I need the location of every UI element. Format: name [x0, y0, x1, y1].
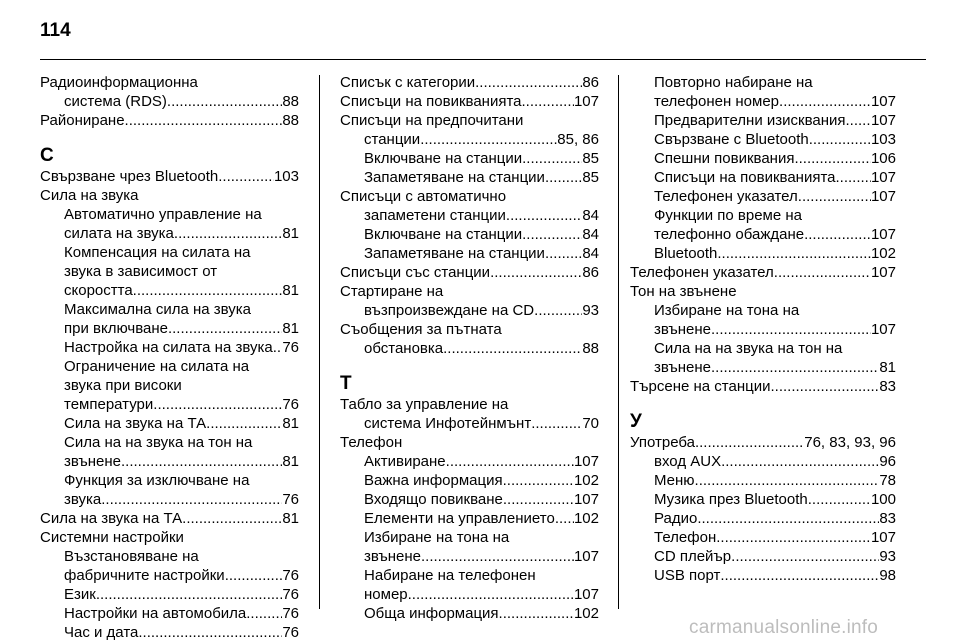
index-subentry — [40, 414, 299, 433]
page-reference: 107 — [573, 548, 599, 565]
page-reference: 81 — [282, 320, 299, 337]
index-subentry — [340, 149, 599, 168]
dot-leader — [138, 623, 282, 642]
watermark: carmanualsonline.info — [689, 617, 879, 638]
index-subentry — [630, 149, 896, 168]
page-reference: 85, 86 — [557, 131, 599, 148]
index-column-1 — [40, 73, 299, 642]
index-subentry: Повторно набиране на — [654, 74, 813, 91]
index-subentry — [340, 225, 599, 244]
index-subentry: Сила на на звука на тон на — [654, 340, 843, 357]
dot-leader — [167, 92, 282, 111]
page-reference: 107 — [573, 491, 599, 508]
dot-leader — [153, 395, 282, 414]
index-subentry — [340, 471, 599, 490]
dot-leader — [836, 168, 871, 187]
entry-label: скоростта — [64, 282, 133, 299]
entry-label: обстановка — [364, 340, 444, 357]
page-reference: 76 — [282, 567, 299, 584]
index-subentry — [40, 566, 299, 585]
page-reference: 88 — [582, 340, 599, 357]
dot-leader — [717, 244, 871, 263]
entry-label: Настройка на силата на звука — [64, 339, 273, 356]
section-letter: С — [40, 145, 54, 166]
page-reference: 107 — [573, 93, 599, 110]
entry-label: Свързване чрез Bluetooth — [40, 168, 219, 185]
page-reference: 83 — [879, 510, 896, 527]
entry-label: Входящо повикване — [364, 491, 503, 508]
entry-label: фабричните настройки — [64, 567, 225, 584]
entry-label: звука — [64, 491, 102, 508]
page-reference: 106 — [870, 150, 896, 167]
page-reference: 81 — [282, 510, 299, 527]
dot-leader — [443, 339, 582, 358]
dot-leader — [246, 604, 282, 623]
page-reference: 102 — [870, 245, 896, 262]
index-subentry: звука в зависимост от — [64, 263, 218, 280]
entry-label: Език — [64, 586, 96, 603]
entry-label: звънене — [64, 453, 121, 470]
dot-leader — [506, 206, 582, 225]
entry-label: Райониране — [40, 112, 125, 129]
page-reference: 96 — [879, 453, 896, 470]
index-subentry — [630, 92, 896, 111]
dot-leader — [218, 167, 274, 186]
page-reference: 102 — [573, 510, 599, 527]
index-subentry — [40, 452, 299, 471]
index-subentry: звука при високи — [64, 377, 182, 394]
index-subentry — [630, 111, 896, 130]
index-subentry — [340, 130, 599, 149]
entry-label: температури — [64, 396, 154, 413]
index-subentry — [630, 358, 896, 377]
dot-leader — [446, 452, 574, 471]
index-subentry: Набиране на телефонен — [364, 567, 536, 584]
index-entry — [630, 377, 896, 396]
dot-leader — [774, 263, 871, 282]
dot-leader — [225, 566, 283, 585]
index-subentry: Сила на на звука на тон на — [64, 434, 253, 451]
index-subentry — [40, 623, 299, 642]
index-subentry — [630, 509, 896, 528]
page-reference: 84 — [582, 207, 599, 224]
entry-label: вход AUX — [654, 453, 722, 470]
index-subentry — [40, 224, 299, 243]
entry-label: телефонно обаждане — [654, 226, 805, 243]
index-subentry — [40, 338, 299, 357]
index-subentry — [340, 206, 599, 225]
index-subentry — [340, 490, 599, 509]
index-entry: Системни настройки — [40, 529, 184, 546]
index-entry: Тон на звънене — [630, 283, 737, 300]
header-rule — [40, 59, 926, 60]
dot-leader — [522, 92, 574, 111]
dot-leader — [711, 358, 879, 377]
index-subentry — [630, 168, 896, 187]
index-subentry — [40, 319, 299, 338]
entry-label: запаметени станции — [364, 207, 506, 224]
index-subentry — [630, 528, 896, 547]
entry-label: Настройки на автомобила — [64, 605, 247, 622]
dot-leader — [174, 224, 282, 243]
entry-label: звънене — [364, 548, 421, 565]
entry-label: Сила на звука на ТА — [64, 415, 207, 432]
index-subentry — [630, 244, 896, 263]
entry-label: Активиране — [364, 453, 446, 470]
entry-label: възпроизвеждане на CD — [364, 302, 535, 319]
index-entry — [40, 167, 299, 186]
page-reference: 107 — [870, 226, 896, 243]
index-subentry — [340, 244, 599, 263]
index-subentry — [340, 414, 599, 433]
page-reference: 107 — [870, 93, 896, 110]
dot-leader — [731, 547, 879, 566]
index-subentry — [630, 490, 896, 509]
dot-leader — [121, 452, 282, 471]
index-subentry — [630, 130, 896, 149]
dot-leader — [545, 168, 582, 187]
dot-leader — [808, 490, 871, 509]
index-entry — [630, 263, 896, 282]
dot-leader — [846, 111, 871, 130]
entry-label: номер — [364, 586, 408, 603]
page-reference: 103 — [273, 168, 299, 185]
entry-label: Търсене на станции — [630, 378, 771, 395]
page-reference: 76 — [282, 605, 299, 622]
dot-leader — [804, 225, 871, 244]
page-reference: 70 — [582, 415, 599, 432]
dot-leader — [721, 452, 879, 471]
page-reference: 103 — [870, 131, 896, 148]
column-divider — [618, 75, 619, 609]
entry-label: Радио — [654, 510, 698, 527]
entry-label: Обща информация — [364, 605, 499, 622]
entry-label: звънене — [654, 321, 711, 338]
index-entry — [630, 433, 896, 452]
page-reference: 78 — [879, 472, 896, 489]
index-subentry: Автоматично управление на — [64, 206, 262, 223]
page-reference: 107 — [573, 586, 599, 603]
dot-leader — [490, 263, 582, 282]
dot-leader — [779, 92, 871, 111]
entry-label: телефонен номер — [654, 93, 780, 110]
index-subentry: Функции по време на — [654, 207, 803, 224]
page-reference: 86 — [582, 264, 599, 281]
page-reference: 86 — [582, 74, 599, 91]
entry-label: Важна информация — [364, 472, 503, 489]
entry-label: USB порт — [654, 567, 721, 584]
index-subentry — [40, 395, 299, 414]
index-subentry — [40, 92, 299, 111]
dot-leader — [555, 509, 574, 528]
index-subentry — [40, 585, 299, 604]
dot-leader — [168, 319, 282, 338]
index-entry: Списъци на предпочитани — [340, 112, 524, 129]
index-entry — [40, 111, 299, 130]
page-reference: 76 — [282, 339, 299, 356]
entry-label: Употреба — [630, 434, 695, 451]
dot-leader — [408, 585, 574, 604]
dot-leader — [503, 490, 574, 509]
page-reference: 76 — [282, 624, 299, 641]
index-subentry — [630, 320, 896, 339]
entry-label: система (RDS) — [64, 93, 167, 110]
index-subentry: Избиране на тона на — [364, 529, 510, 546]
page-reference: 100 — [870, 491, 896, 508]
page-reference: 107 — [870, 188, 896, 205]
entry-label: Списъци на повикванията — [654, 169, 836, 186]
page-reference: 88 — [282, 93, 299, 110]
index-subentry — [630, 452, 896, 471]
index-subentry — [40, 604, 299, 623]
entry-label: Включване на станции — [364, 150, 523, 167]
index-entry — [340, 92, 599, 111]
entry-label: Bluetooth — [654, 245, 718, 262]
page-reference: 107 — [870, 529, 896, 546]
entry-label: Включване на станции — [364, 226, 523, 243]
page-reference: 93 — [582, 302, 599, 319]
index-subentry — [40, 490, 299, 509]
dot-leader — [697, 509, 879, 528]
dot-leader — [695, 433, 804, 452]
index-subentry — [340, 604, 599, 623]
entry-label: Телефонен указател — [630, 264, 774, 281]
index-entry: Радиоинформационна — [40, 74, 198, 91]
index-entry — [40, 509, 299, 528]
index-entry: Табло за управление на — [340, 396, 509, 413]
entry-label: Елементи на управлението — [364, 510, 555, 527]
page-reference: 102 — [573, 605, 599, 622]
page-reference: 83 — [879, 378, 896, 395]
entry-label: система Инфотейнмънт — [364, 415, 532, 432]
entry-label: Списъци със станции — [340, 264, 491, 281]
page-reference: 81 — [282, 282, 299, 299]
index-subentry: Функция за изключване на — [64, 472, 250, 489]
dot-leader — [420, 130, 557, 149]
dot-leader — [101, 490, 282, 509]
dot-leader — [809, 130, 871, 149]
index-subentry — [340, 509, 599, 528]
index-subentry — [630, 547, 896, 566]
page-reference: 88 — [282, 112, 299, 129]
page-reference: 76 — [282, 491, 299, 508]
entry-label: Запаметяване на станции — [364, 169, 545, 186]
dot-leader — [534, 301, 582, 320]
index-subentry — [340, 452, 599, 471]
section-letter: У — [630, 411, 642, 432]
page-number: 114 — [40, 20, 71, 41]
dot-leader — [771, 377, 880, 396]
dot-leader — [522, 225, 582, 244]
index-subentry — [340, 168, 599, 187]
index-subentry: Възстановяване на — [64, 548, 199, 565]
entry-label: силата на звука — [64, 225, 174, 242]
index-subentry — [340, 585, 599, 604]
dot-leader — [720, 566, 879, 585]
page-reference: 85 — [582, 169, 599, 186]
entry-label: станции — [364, 131, 421, 148]
page-reference: 85 — [582, 150, 599, 167]
dot-leader — [206, 414, 282, 433]
dot-leader — [273, 338, 283, 357]
page-reference: 107 — [870, 112, 896, 129]
page-reference: 81 — [282, 415, 299, 432]
page-reference: 107 — [870, 169, 896, 186]
dot-leader — [182, 509, 282, 528]
index-subentry — [630, 187, 896, 206]
entry-label: Списъци на повикванията — [340, 93, 522, 110]
index-subentry — [40, 281, 299, 300]
page-reference: 81 — [282, 225, 299, 242]
dot-leader — [716, 528, 871, 547]
index-subentry — [630, 566, 896, 585]
dot-leader — [522, 149, 582, 168]
column-divider — [319, 75, 320, 609]
index-subentry: Ограничение на силата на — [64, 358, 250, 375]
index-entry — [340, 263, 599, 282]
page-reference: 98 — [879, 567, 896, 584]
dot-leader — [794, 149, 871, 168]
entry-label: CD плейър — [654, 548, 732, 565]
entry-label: Телефонен указател — [654, 188, 798, 205]
dot-leader — [711, 320, 871, 339]
dot-leader — [503, 471, 574, 490]
dot-leader — [695, 471, 880, 490]
entry-label: Свързване с Bluetooth — [654, 131, 809, 148]
page-reference: 107 — [870, 264, 896, 281]
index-entry: Телефон — [340, 434, 403, 451]
entry-label: Меню — [654, 472, 695, 489]
section-letter: Т — [340, 373, 352, 394]
page-reference: 84 — [582, 245, 599, 262]
page-reference: 102 — [573, 472, 599, 489]
index-subentry — [340, 339, 599, 358]
index-subentry — [630, 225, 896, 244]
entry-label: Музика през Bluetooth — [654, 491, 808, 508]
index-subentry — [630, 471, 896, 490]
entry-label: Час и дата — [64, 624, 139, 641]
dot-leader — [531, 414, 582, 433]
page-reference: 107 — [870, 321, 896, 338]
index-subentry: Максимална сила на звука — [64, 301, 252, 318]
index-subentry — [340, 301, 599, 320]
dot-leader — [421, 547, 574, 566]
dot-leader — [798, 187, 871, 206]
page-reference: 81 — [879, 359, 896, 376]
dot-leader — [499, 604, 574, 623]
entry-label: Телефон — [654, 529, 717, 546]
dot-leader — [133, 281, 283, 300]
page-reference: 76 — [282, 396, 299, 413]
index-entry: Сила на звука — [40, 187, 139, 204]
index-entry: Стартиране на — [340, 283, 444, 300]
index-entry: Списъци с автоматично — [340, 188, 507, 205]
entry-label: Запаметяване на станции — [364, 245, 545, 262]
entry-label: Предварителни изисквания — [654, 112, 846, 129]
entry-label: при включване — [64, 320, 168, 337]
page-reference: 81 — [282, 453, 299, 470]
index-column-2 — [340, 73, 599, 623]
entry-label: Сила на звука на ТА — [40, 510, 183, 527]
page-reference: 107 — [573, 453, 599, 470]
page-reference: 76, 83, 93, 96 — [804, 434, 896, 451]
page-reference: 76 — [282, 586, 299, 603]
dot-leader — [475, 73, 582, 92]
page-reference: 93 — [879, 548, 896, 565]
dot-leader — [96, 585, 282, 604]
entry-label: Списък с категории — [340, 74, 476, 91]
dot-leader — [545, 244, 582, 263]
dot-leader — [125, 111, 283, 130]
index-column-3 — [630, 73, 896, 585]
page-reference: 84 — [582, 226, 599, 243]
index-subentry — [340, 547, 599, 566]
entry-label: звънене — [654, 359, 711, 376]
index-entry: Съобщения за пътната — [340, 321, 502, 338]
index-subentry: Избиране на тона на — [654, 302, 800, 319]
index-subentry: Компенсация на силата на — [64, 244, 251, 261]
entry-label: Спешни повиквания — [654, 150, 795, 167]
index-entry — [340, 73, 599, 92]
